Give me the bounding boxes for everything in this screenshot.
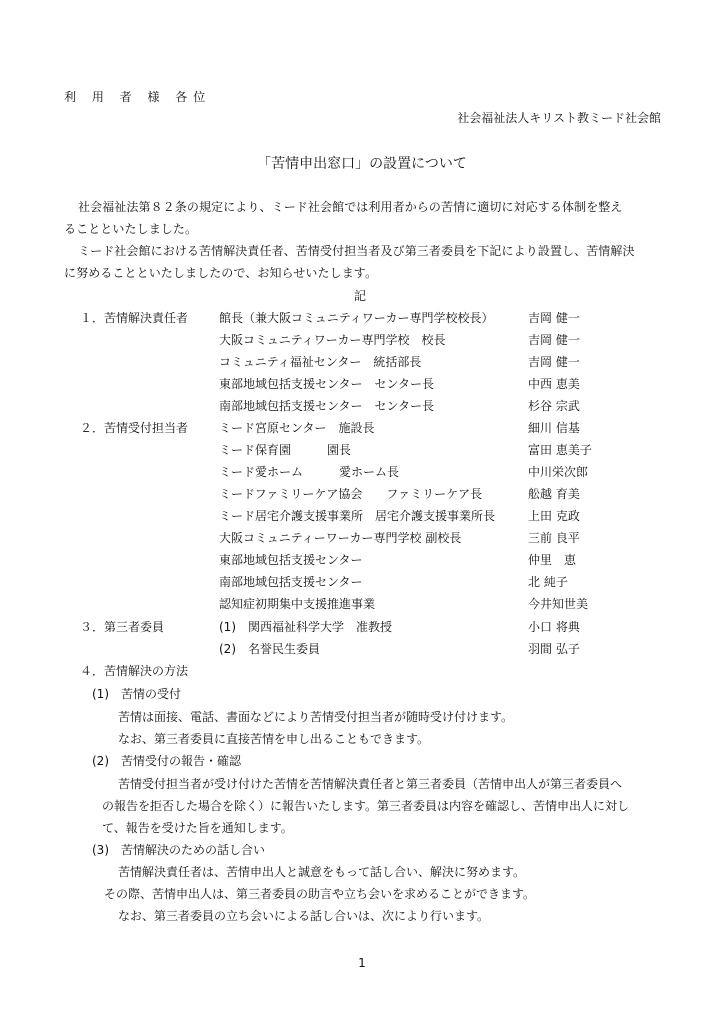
method-text: 苦情受付担当者が受け付けた苦情を苦情解決責任者と第三者委員（苦情申出人が第三者委員へ: [118, 777, 623, 791]
method-text: 苦情は面接、電話、書面などにより苦情受付担当者が随時受け付けます。: [118, 710, 514, 724]
role-text: 東部地域包括支援センター センター長: [219, 377, 435, 391]
role-text: コミュニティ福祉センター 統括部長: [219, 355, 422, 369]
section-heading-third-party: ３．第三者委員: [80, 620, 165, 634]
role-text: (1) 関西福祉科学大学 准教授: [219, 620, 392, 634]
person-name: 小口 将典: [528, 620, 580, 634]
role-text: 南部地域包括支援センター: [219, 575, 363, 589]
role-text: 大阪コミュニティワーカー専門学校 校長: [219, 333, 446, 347]
role-text: ミード宮原センター 施設長: [219, 421, 375, 435]
method-text: なお、第三者委員に直接苦情を申し出ることもできます。: [118, 732, 430, 746]
person-name: 羽間 弘子: [528, 642, 580, 656]
role-text: ミードファミリーケア協会 ファミリーケア長: [219, 487, 483, 501]
role-text: ミード保育園 園長: [219, 443, 352, 457]
subsection-heading: (3) 苦情解決のための話し合い: [92, 843, 265, 857]
person-name: 上田 克政: [528, 509, 580, 523]
method-text: 苦情解決責任者は、苦情申出人と誠意をもって話し合い、解決に努めます。: [118, 865, 526, 879]
person-name: 吉岡 健一: [528, 355, 580, 369]
person-name: 杉谷 宗武: [528, 399, 580, 413]
person-name: 三前 良平: [528, 531, 580, 545]
person-name: 富田 恵美子: [528, 443, 592, 457]
person-name: 中西 恵美: [528, 377, 580, 391]
section-heading-method: ４．苦情解決の方法: [80, 664, 189, 678]
role-text: 大阪コミュニティーワーカー専門学校 副校長: [219, 531, 462, 545]
person-name: 吉岡 健一: [528, 311, 580, 325]
method-text: なお、第三者委員の立ち会いによる話し合いは、次により行います。: [118, 909, 490, 923]
role-text: 南部地域包括支援センター センター長: [219, 399, 435, 413]
role-text: 東部地域包括支援センター: [219, 553, 363, 567]
person-name: 今井知世美: [528, 597, 589, 611]
addressee: 利 用 者 様 各位: [64, 90, 212, 104]
person-name: 中川栄次郎: [528, 465, 589, 479]
intro-p1-line1: 社会福祉法第８２条の規定により、ミード社会館では利用者からの苦情に適切に対応する体制を整え: [78, 200, 623, 214]
intro-p1-line2: ることといたしました。: [64, 222, 198, 236]
section-heading-responsible: １．苦情解決責任者: [80, 311, 189, 325]
person-name: 仲里 恵: [528, 553, 577, 567]
person-name: 吉岡 健一: [528, 333, 580, 347]
role-text: 認知症初期集中支援推進事業: [219, 597, 376, 611]
method-text: て、報告を受けた旨を通知します。: [102, 821, 293, 835]
ki-marker: 記: [354, 289, 367, 303]
subsection-heading: (2) 苦情受付の報告・確認: [92, 754, 241, 768]
subsection-heading: (1) 苦情の受付: [92, 687, 181, 701]
sender-organization: 社会福祉法人キリスト教ミード社会館: [457, 111, 661, 125]
intro-p2-line2: に努めることといたしましたので、お知らせいたします。: [64, 266, 378, 280]
page-title: 「苦情申出窓口」の設置について: [257, 156, 467, 172]
role-text: 館長（兼大阪コミュニティワーカー専門学校校長）: [219, 311, 494, 325]
method-text: の報告を拒否した場合を除く）に報告いたします。第三者委員は内容を確認し、苦情申出人に対し: [102, 799, 630, 813]
person-name: 舩越 育美: [528, 487, 580, 501]
role-text: (2) 名誉民生委員: [219, 642, 320, 656]
method-text: その際、苦情申出人は、第三者委員の助言や立ち会いを求めることができます。: [104, 887, 536, 901]
role-text: ミード愛ホーム 愛ホーム長: [219, 465, 400, 479]
page-number: 1: [358, 956, 366, 970]
role-text: ミード居宅介護支援事業所 居宅介護支援事業所長: [219, 509, 496, 523]
intro-p2-line1: ミード社会館における苦情解決責任者、苦情受付担当者及び第三者委員を下記により設置し、苦情解決: [78, 244, 635, 258]
section-heading-receivers: ２．苦情受付担当者: [80, 421, 189, 435]
person-name: 細川 信基: [528, 421, 580, 435]
person-name: 北 純子: [528, 575, 568, 589]
